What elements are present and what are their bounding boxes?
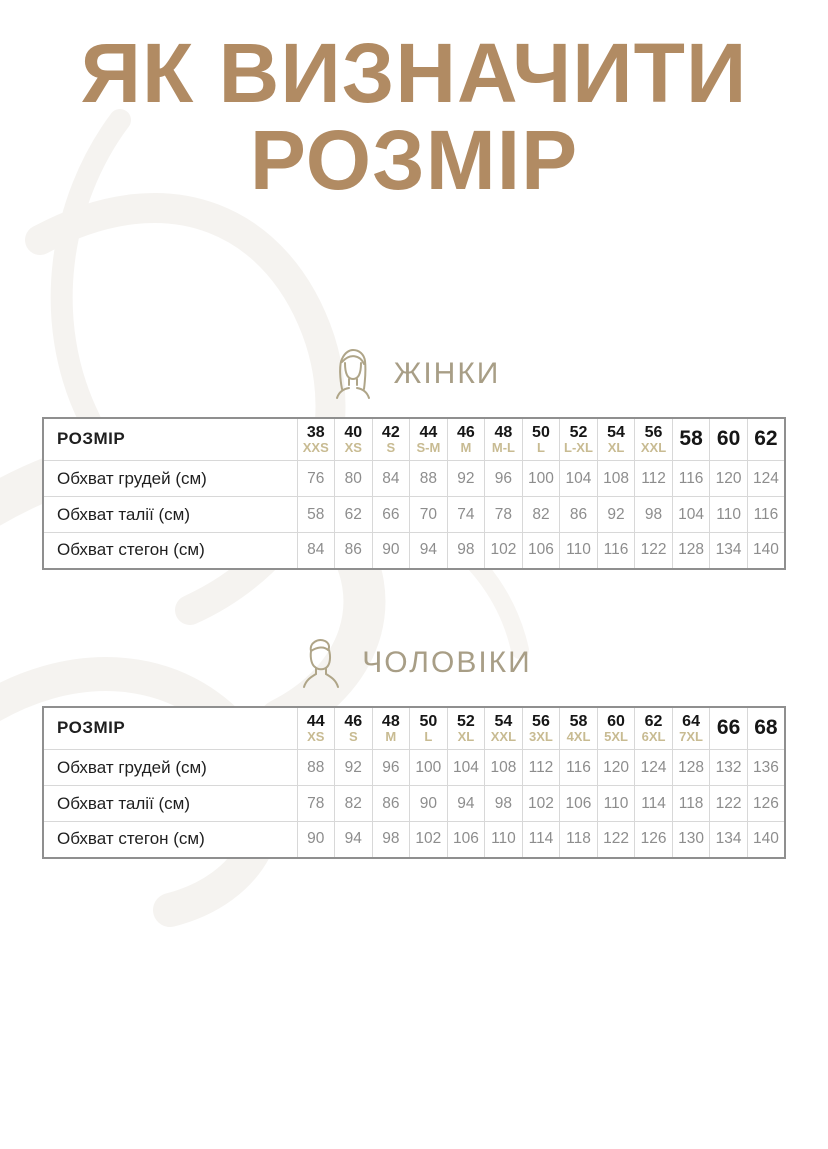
measurement-value: 98 xyxy=(635,497,673,533)
measurement-label: Обхват грудей (см) xyxy=(43,750,297,786)
measurement-value: 98 xyxy=(485,786,523,822)
man-icon xyxy=(296,636,346,690)
size-number: 40 xyxy=(344,423,363,441)
measurement-value: 122 xyxy=(635,533,673,569)
size-number: 48 xyxy=(381,712,400,730)
measurement-value: 140 xyxy=(747,533,785,569)
page-title-line1: ЯК ВИЗНАЧИТИ xyxy=(80,26,748,120)
measurement-value: 96 xyxy=(372,750,410,786)
size-number: 62 xyxy=(754,427,778,451)
size-letter: S xyxy=(348,729,358,745)
size-letter: 5XL xyxy=(604,729,628,745)
size-header-row xyxy=(43,418,785,461)
size-number: 46 xyxy=(456,423,475,441)
size-column-header xyxy=(335,418,373,461)
size-column-header xyxy=(747,418,785,461)
measurement-value: 110 xyxy=(485,822,523,858)
measurement-label: Обхват грудей (см) xyxy=(43,461,297,497)
measurement-value: 116 xyxy=(560,750,598,786)
men-section-header xyxy=(0,636,828,690)
measurement-row xyxy=(43,822,785,858)
measurement-value: 114 xyxy=(522,822,560,858)
size-number: 50 xyxy=(532,423,550,441)
measurement-value: 110 xyxy=(710,497,748,533)
measurement-value: 122 xyxy=(710,786,748,822)
size-number: 66 xyxy=(716,716,741,740)
page-title-line2: РОЗМІР xyxy=(249,113,579,208)
size-number: 44 xyxy=(306,712,325,730)
men-section-label: ЧОЛОВІКИ xyxy=(362,645,532,679)
measurement-value: 104 xyxy=(560,461,598,497)
size-column-header xyxy=(410,707,448,750)
size-number: 56 xyxy=(532,712,550,730)
measurement-value: 102 xyxy=(485,533,523,569)
measurement-value: 120 xyxy=(597,750,635,786)
size-number: 48 xyxy=(494,423,513,441)
measurement-value: 86 xyxy=(372,786,410,822)
measurement-value: 92 xyxy=(335,750,373,786)
size-number: 54 xyxy=(607,423,625,441)
size-number: 52 xyxy=(569,423,588,441)
size-letter: XL xyxy=(607,440,625,456)
measurement-value: 90 xyxy=(410,786,448,822)
size-column-header xyxy=(485,418,523,461)
measurement-value: 134 xyxy=(710,533,748,569)
measurement-value: 124 xyxy=(747,461,785,497)
measurement-value: 82 xyxy=(522,497,560,533)
size-column-header xyxy=(410,418,448,461)
measurement-value: 116 xyxy=(672,461,710,497)
size-letter: XXL xyxy=(640,440,667,456)
measurement-value: 130 xyxy=(672,822,710,858)
measurement-value: 98 xyxy=(372,822,410,858)
size-column-header xyxy=(710,418,748,461)
measurement-value: 106 xyxy=(522,533,560,569)
measurement-value: 114 xyxy=(635,786,673,822)
size-number: 52 xyxy=(456,712,475,730)
men-size-table xyxy=(42,706,786,859)
size-column-header xyxy=(297,707,335,750)
size-column-header xyxy=(672,418,710,461)
size-number: 42 xyxy=(381,423,400,441)
measurement-value: 102 xyxy=(410,822,448,858)
size-column-header xyxy=(635,418,673,461)
women-size-table xyxy=(42,417,786,570)
measurement-value: 110 xyxy=(597,786,635,822)
measurement-value: 120 xyxy=(710,461,748,497)
measurement-value: 92 xyxy=(447,461,485,497)
measurement-label: Обхват талії (см) xyxy=(43,497,297,533)
measurement-value: 112 xyxy=(522,750,560,786)
size-column-header xyxy=(447,418,485,461)
size-column-header xyxy=(710,707,748,750)
measurement-value: 108 xyxy=(597,461,635,497)
size-letter: 4XL xyxy=(566,729,591,745)
measurement-value: 84 xyxy=(297,533,335,569)
measurement-row xyxy=(43,497,785,533)
measurement-value: 96 xyxy=(485,461,523,497)
size-letter: 7XL xyxy=(679,729,703,745)
women-section-label: ЖІНКИ xyxy=(393,356,501,390)
measurement-row xyxy=(43,461,785,497)
size-number: 64 xyxy=(682,712,700,730)
size-column-header xyxy=(335,707,373,750)
size-number: 46 xyxy=(344,712,363,730)
size-letter: XXL xyxy=(490,729,517,745)
measurement-row xyxy=(43,750,785,786)
measurement-value: 94 xyxy=(335,822,373,858)
measurement-value: 58 xyxy=(297,497,335,533)
size-column-header xyxy=(747,707,785,750)
size-letter: 3XL xyxy=(529,729,553,745)
size-number: 60 xyxy=(607,712,625,730)
size-number: 38 xyxy=(306,423,325,441)
size-letter: M xyxy=(385,729,397,745)
measurement-value: 128 xyxy=(672,750,710,786)
size-column-header xyxy=(447,707,485,750)
measurement-value: 118 xyxy=(560,822,598,858)
measurement-value: 102 xyxy=(522,786,560,822)
measurement-value: 92 xyxy=(597,497,635,533)
size-number: 56 xyxy=(644,423,663,441)
woman-icon xyxy=(328,347,378,401)
size-number: 50 xyxy=(419,712,438,730)
size-letter: XS xyxy=(344,440,362,456)
size-letter: L xyxy=(536,440,545,456)
size-column-header xyxy=(560,707,598,750)
measurement-value: 112 xyxy=(635,461,673,497)
measurement-value: 76 xyxy=(297,461,335,497)
size-column-header xyxy=(597,418,635,461)
size-letter: 6XL xyxy=(641,729,666,745)
measurement-value: 84 xyxy=(372,461,410,497)
size-number: 60 xyxy=(716,427,741,451)
measurement-value: 80 xyxy=(335,461,373,497)
measurement-value: 94 xyxy=(447,786,485,822)
measurement-value: 116 xyxy=(747,497,785,533)
women-section-header xyxy=(0,347,828,401)
size-number: 58 xyxy=(569,712,588,730)
measurement-value: 128 xyxy=(672,533,710,569)
measurement-value: 78 xyxy=(297,786,335,822)
page-title xyxy=(0,0,828,208)
size-letter: M xyxy=(460,440,472,456)
measurement-value: 134 xyxy=(710,822,748,858)
measurement-value: 106 xyxy=(447,822,485,858)
measurement-value: 74 xyxy=(447,497,485,533)
measurement-value: 122 xyxy=(597,822,635,858)
size-column-header xyxy=(560,418,598,461)
size-column-header xyxy=(522,707,560,750)
measurement-value: 94 xyxy=(410,533,448,569)
size-column-header xyxy=(372,707,410,750)
measurement-value: 104 xyxy=(672,497,710,533)
measurement-value: 124 xyxy=(635,750,673,786)
size-number: 58 xyxy=(679,427,703,451)
size-column-header xyxy=(672,707,710,750)
measurement-value: 70 xyxy=(410,497,448,533)
measurement-value: 126 xyxy=(635,822,673,858)
measurement-value: 132 xyxy=(710,750,748,786)
size-number: 62 xyxy=(644,712,663,730)
measurement-value: 62 xyxy=(335,497,373,533)
measurement-value: 100 xyxy=(522,461,560,497)
measurement-value: 116 xyxy=(597,533,635,569)
size-header-row xyxy=(43,707,785,750)
measurement-value: 90 xyxy=(372,533,410,569)
size-letter: XS xyxy=(307,729,325,745)
measurement-value: 78 xyxy=(485,497,523,533)
measurement-label: Обхват стегон (см) xyxy=(43,533,297,569)
measurement-value: 104 xyxy=(447,750,485,786)
measurement-value: 86 xyxy=(560,497,598,533)
measurement-label: Обхват стегон (см) xyxy=(43,822,297,858)
measurement-value: 88 xyxy=(297,750,335,786)
measurement-value: 110 xyxy=(560,533,598,569)
size-letter: XXS xyxy=(302,440,329,456)
size-letter: L xyxy=(424,729,433,745)
size-letter: XL xyxy=(457,729,475,745)
measurement-value: 82 xyxy=(335,786,373,822)
measurement-value: 136 xyxy=(747,750,785,786)
size-column-header xyxy=(485,707,523,750)
size-column-header xyxy=(635,707,673,750)
size-label-cell: РОЗМІР xyxy=(43,418,297,461)
measurement-value: 106 xyxy=(560,786,598,822)
size-label-cell: РОЗМІР xyxy=(43,707,297,750)
measurement-value: 108 xyxy=(485,750,523,786)
size-letter: S-M xyxy=(416,440,441,456)
measurement-value: 66 xyxy=(372,497,410,533)
measurement-row xyxy=(43,533,785,569)
size-column-header xyxy=(597,707,635,750)
measurement-value: 140 xyxy=(747,822,785,858)
measurement-value: 90 xyxy=(297,822,335,858)
size-letter: S xyxy=(386,440,396,456)
size-number: 68 xyxy=(754,716,778,740)
size-number: 44 xyxy=(419,423,438,441)
size-number: 54 xyxy=(494,712,513,730)
size-column-header xyxy=(372,418,410,461)
measurement-row xyxy=(43,786,785,822)
size-letter: L-XL xyxy=(564,440,593,456)
measurement-label: Обхват талії (см) xyxy=(43,786,297,822)
size-column-header xyxy=(297,418,335,461)
size-column-header xyxy=(522,418,560,461)
measurement-value: 88 xyxy=(410,461,448,497)
measurement-value: 86 xyxy=(335,533,373,569)
measurement-value: 126 xyxy=(747,786,785,822)
measurement-value: 100 xyxy=(410,750,448,786)
size-letter: M-L xyxy=(491,440,515,456)
measurement-value: 98 xyxy=(447,533,485,569)
measurement-value: 118 xyxy=(672,786,710,822)
